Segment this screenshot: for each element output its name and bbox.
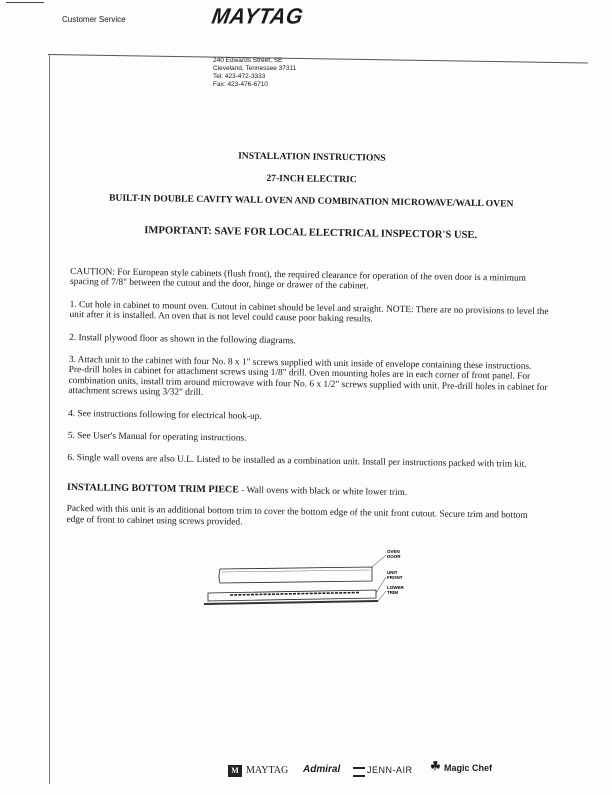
address-tel: Tel: 423-472-3333 [213, 73, 266, 80]
margin-rule [49, 54, 50, 784]
jennair-brand-text: JENN-AIR [367, 765, 413, 775]
step-6: 6. Single wall ovens are also U.L. Listed to be installed as a combination unit. Install per instructions packed with trim kit. [67, 453, 527, 471]
address-city: Cleveland, Tennessee 37311 [213, 65, 297, 72]
magic-chef-brand-text: Magic Chef [444, 763, 493, 773]
label-lower: LOWER [387, 585, 404, 590]
trim-screw-row [230, 593, 360, 596]
leader-oven-door [372, 555, 386, 567]
document-body [66, 148, 552, 532]
step-5: 5. See User's Manual for operating instructions. [67, 431, 247, 444]
door-inner-line [222, 570, 370, 572]
address-street: 240 Edwards Street, SE [213, 57, 283, 64]
leader-unit-front [376, 577, 386, 593]
trim-diagram [200, 545, 404, 615]
step-2: 2. Install plywood floor as shown in the following diagrams. [69, 332, 297, 346]
title-heading: INSTALLATION INSTRUCTIONS [238, 150, 386, 164]
label-trim: TRIM [387, 590, 398, 595]
magic-chef-brand [430, 759, 493, 773]
letterhead-rule [48, 54, 588, 63]
chef-hat-icon: ☘ [430, 759, 441, 773]
maytag-m-icon: M [228, 765, 242, 777]
step-1: 1. Cut hole in cabinet to mount oven. Cutout in cabinet should be level and straight. NOTE: There are no provisions to level the unit after it is installed. An oven that is not level could cause poor baking results. [69, 299, 549, 325]
product-heading: BUILT-IN DOUBLE CAVITY WALL OVEN AND COMBINATION MICROWAVE/WALL OVEN [108, 192, 514, 210]
maytag-logo: MAYTAG [209, 4, 306, 29]
oven-door-outline [219, 567, 372, 583]
address-fax: Fax: 423-476-6710 [213, 81, 268, 88]
caution-paragraph: CAUTION: For European style cabinets (flush front), the required clearance for operation of the oven door is a minimum spacing of 7/8" between the cutout and the door, hinge or drawer of the cabinet. [69, 266, 527, 292]
jennair-brand [367, 765, 413, 775]
maytag-brand-text: MAYTAG [246, 765, 289, 776]
important-heading: IMPORTANT: SAVE FOR LOCAL ELECTRICAL INSPECTOR'S USE. [144, 225, 478, 242]
brand-footer [228, 754, 558, 782]
address-block [213, 57, 296, 89]
label-door: DOOR [387, 554, 401, 559]
trim-paragraph: Packed with this unit is an additional bottom trim to cover the bottom edge of the unit front cutout. Secure trim and bottom edge of front to cabinet using screws provided. [66, 504, 528, 528]
admiral-brand: Admiral [303, 764, 341, 775]
label-oven: OVEN [387, 549, 400, 554]
scan-corner-mark [6, 2, 44, 3]
unit-front-outline [208, 590, 376, 601]
maytag-brand [231, 765, 289, 776]
step-3: 3. Attach unit to the cabinet with four No. 8 x 1" screws supplied with unit inside of envelope containing these instructions. Pre-drill holes in cabinet for attachment screws using 1/8" drill. Oven mounting holes are in each corner of front panel. For combination units, install trim around microwave with four No. 6 x 1/2" screws supplied with unit. Pre-drill holes in cabinet for attachment screws using 3/32" drill. [68, 355, 548, 399]
label-unit: UNIT [387, 570, 398, 575]
trim-heading-bold: INSTALLING BOTTOM TRIM PIECE [66, 481, 240, 496]
jennair-bars-icon [353, 767, 365, 777]
subtitle-heading: 27-INCH ELECTRIC [266, 172, 357, 186]
department-label: Customer Service [62, 15, 126, 24]
step-4: 4. See instructions following for electrical hook-up. [67, 408, 262, 422]
label-front: FRONT [387, 575, 403, 580]
leader-lower-trim [378, 591, 386, 601]
trim-heading-rest: - Wall ovens with black or white lower trim. [238, 485, 408, 498]
trim-section-heading [67, 483, 547, 501]
